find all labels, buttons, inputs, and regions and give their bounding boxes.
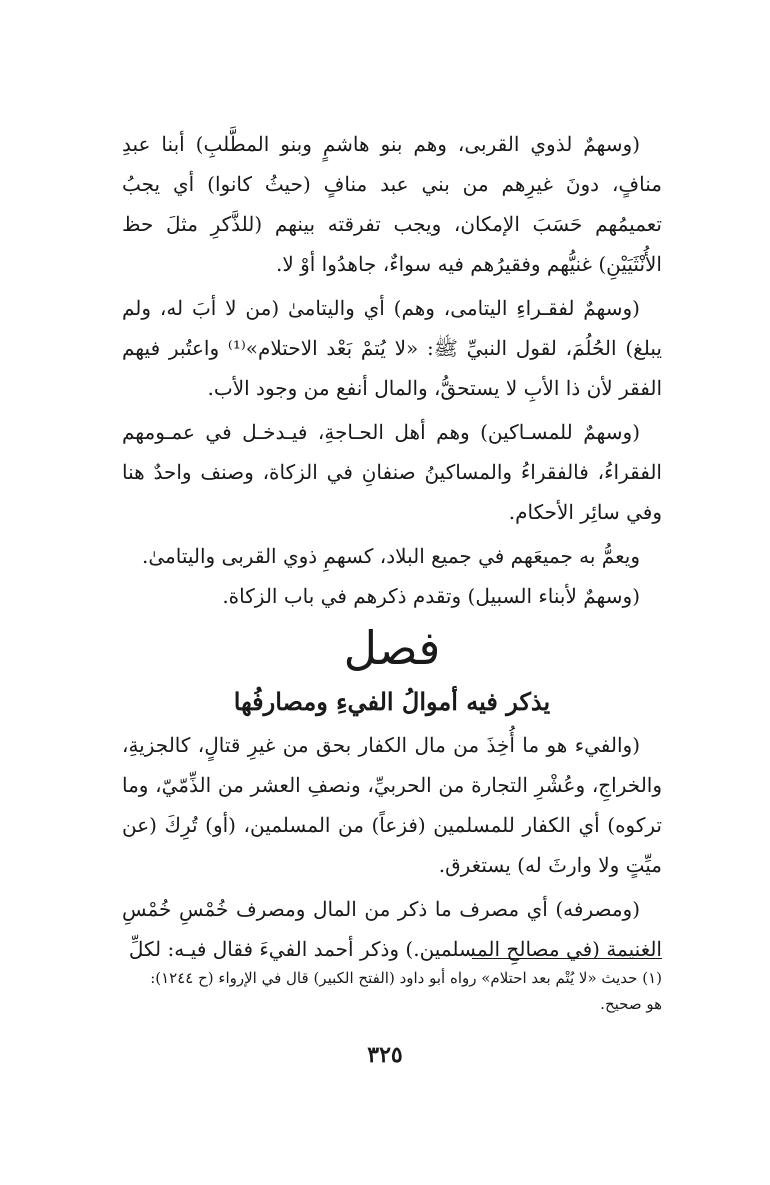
paragraph-poor: (وسهمٌ للمسـاكين) وهم أهل الحـاجةِ، فيـدخـل في عمـومهم الفقراءُ، فالفقراءُ والمساكينُ صنفانِ في الزكاة، وصنف واحدٌ هنا وفي سائِر الأحكام. xyxy=(122,420,662,524)
footnote-line-2: هو صحيح. xyxy=(600,995,662,1013)
paragraph-generalize: ويعمُّ به جميعَهم في جميع البلاد، كسهمِ ذوي القربى واليتامىٰ. xyxy=(141,544,640,568)
section-title: يذكر فيه أموالُ الفيءِ ومصارفُها xyxy=(233,687,551,716)
footnote-line-1: (١) حديث «لا يُتْم بعد احتلام» رواه أبو داود (الفتح الكبير) قال في الإرواء (ح ١٢٤٤): xyxy=(150,969,662,987)
section-header xyxy=(122,620,662,722)
footnote-divider xyxy=(472,958,662,959)
paragraph-fay-definition: (والفيء هو ما أُخِذَ من مال الكفار بحق من غيرِ قتالٍ، كالجزيةِ، والخراجِ، وعُشْرِ التجارة من الحربيِّ، ونصفِ العشر من الذِّمّيّ، وما تركوه) أي الكفار للمسلمين (فزعاً) من المسلمين، (أو) تُرِكَ (عن ميِّتٍ ولا وارثَ له) يستغرق. xyxy=(122,733,662,877)
paragraph-travelers: (وسهمٌ لأبناء السبيل) وتقدم ذكرهم في باب الزكاة. xyxy=(222,584,640,608)
paragraph-orphans: (وسهمٌ لفقـراءِ اليتامى، وهم) أي واليتامىٰ (من لا أبَ له، ولم يبلغ) الحُلُمَ، لقول النبيِّ ﷺ: «لا يُتمْ بَعْد الاحتلام»⁽¹⁾ واعتُبر فيهم الفقر لأن ذا الأبِ لا يستحقُّ، والمال أنفع من وجود الأب. xyxy=(122,296,662,400)
main-text-bottom xyxy=(122,725,662,973)
paragraph-dhawi-al-qurba: (وسهمٌ لذوي القربى، وهم بنو هاشمٍ وبنو المطَّلبِ) أبنا عبدِ منافٍ، دونَ غيرِهم من بني عبد منافٍ (حيثُ كانوا) أي يجبُ تعميمُهم حَسَبَ الإمكان، ويجب تفرقته بينهم (للذَّكرِ مثلَ حظ الأُنْثَيَيْنِ) غنيُّهم وفقيرُهم فيه سواءٌ، جاهدُوا أوْ لا. xyxy=(122,132,662,276)
paragraph-fay-expenditure: (ومصرفه) أي مصرف ما ذكر من المال ومصرف خُمْسِ خُمْسِ الغنيمة (في مصالحِ المسلمين.) وذكر أحمد الفيءَ فقال فيـه: لكلِّ xyxy=(122,897,662,961)
main-text-top xyxy=(122,124,662,620)
page-number: ٣٢٥ xyxy=(367,1042,403,1068)
section-word: فصل xyxy=(343,621,441,675)
footnote xyxy=(122,965,662,1017)
